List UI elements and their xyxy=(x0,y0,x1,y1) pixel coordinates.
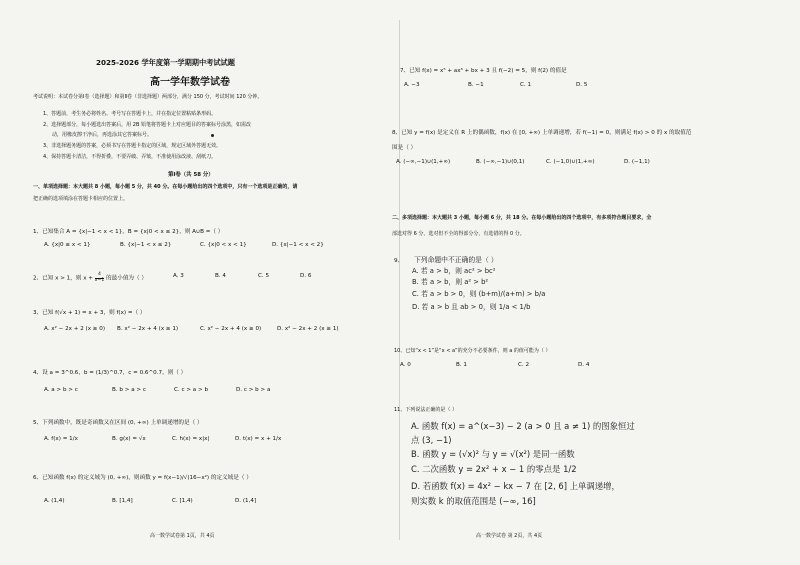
q6-option-c: C. [1,4) xyxy=(172,498,193,504)
q6-option-b: B. [1,4] xyxy=(112,498,133,504)
q11-option-a: A. 函数 f(x) = a^(x−3) − 2 (a > 0 且 a ≠ 1) 的图象恒过 xyxy=(411,421,635,431)
question-6: 6、已知函数 f(x) 的定义域为 (0, +∞)，则函数 y = f(x−1)/√(16−x²) 的定义域是（ ） xyxy=(33,475,252,481)
q7-option-d: D. 5 xyxy=(576,82,588,88)
q1-option-c: C. {x|0 < x < 1} xyxy=(200,242,247,248)
q4-option-b: B. b > a > c xyxy=(112,387,146,393)
section2-heading: 二、多项选择题：本大题共 3 小题，每小题 6 分，共 18 分。在每小题给出的四个选项中，有多项符合题目要求，全 xyxy=(392,215,652,221)
ink-dot xyxy=(211,134,214,137)
note-2: 2、选择题部分，每小题选出答案后，用 2B 铅笔将答题卡上对应题目的答案标号涂黑，如需改 xyxy=(43,122,251,128)
q3-option-c: C. x² − 2x + 4 (x ≥ 0) xyxy=(200,326,262,332)
note-3: 3、非选择题务题的答案，必须书写在答题卡指定的区域，规定区域外答题无效。 xyxy=(43,143,222,149)
q2-stem-b: 的最小值为（ ） xyxy=(106,275,147,282)
q7-option-a: A. −3 xyxy=(404,82,420,88)
question-10: 10、已知“x < 1”是“x < a”的充分不必要条件，则 a 的值可能为（ ） xyxy=(394,348,551,354)
q2-stem-a: 2、已知 x > 1，则 x + xyxy=(33,275,93,282)
q10-option-b: B. 1 xyxy=(456,362,467,368)
note-1: 1、答题前，考生务必将姓名、考号写在答题卡上，并在指定位置粘贴条形码。 xyxy=(43,111,217,117)
q9-option-d: D. 若 a > b 且 ab > 0，则 1/a < 1/b xyxy=(412,303,531,311)
q5-option-d: D. t(x) = x + 1/x xyxy=(235,436,282,442)
q1-option-d: D. {x|−1 < x < 2} xyxy=(272,242,324,248)
notes-intro: 考试说明：本试卷分第Ⅰ卷（选择题）和第Ⅱ卷（非选择题）两部分，满分 150 分，考试时间 120 分钟。 xyxy=(33,94,263,100)
q7-option-b: B. −1 xyxy=(468,82,484,88)
page-1-footer: 高一数学试卷第 1页，共 4页 xyxy=(150,533,215,539)
q11-option-a-cont: 点 (3, −1) xyxy=(411,435,452,445)
page-2-footer: 高一数学试卷 第 2页，共 4页 xyxy=(476,533,543,539)
q2-option-d: D. 6 xyxy=(300,273,312,279)
question-11: 11、下列说法正确的是（ ） xyxy=(394,407,457,413)
q10-option-c: C. 2 xyxy=(518,362,530,368)
q2-option-a: A. 3 xyxy=(173,273,184,279)
q2-fraction-denominator: x−1 xyxy=(94,277,105,283)
q5-option-c: C. h(x) = x|x| xyxy=(172,436,210,442)
q2-option-c: C. 5 xyxy=(258,273,270,279)
question-4: 4、设 a = 3^0.6，b = (1/3)^0.7，c = 0.6^0.7，则（ ） xyxy=(33,370,187,376)
q8-option-b: B. (−∞,−1)∪(0,1) xyxy=(476,159,525,165)
q2-fraction xyxy=(95,273,105,283)
q6-option-a: A. (1,4) xyxy=(44,498,65,504)
question-7: 7、已知 f(x) = x⁵ + ax³ + bx + 3 且 f(−2) = 5，则 f(2) 的值是 xyxy=(400,68,567,74)
section1-heading-cont: 把正确的选项填涂在答题卡相应的位置上。 xyxy=(33,196,129,202)
q11-option-c: C. 二次函数 y = 2x² + x − 1 的零点是 1/2 xyxy=(411,464,577,474)
q8-option-a: A. (−∞,−1)∪(1,+∞) xyxy=(396,159,451,165)
note-4: 4、保持答题卡清洁，不得折叠，不要弄破、弄皱，不准使用涂改液、刮纸刀。 xyxy=(43,154,217,160)
section2-heading-cont: 部选对得 6 分，选对但不全的得部分分，有选错的得 0 分。 xyxy=(392,231,525,237)
page-2 xyxy=(392,0,800,565)
q9-number: 9、 xyxy=(394,258,404,264)
q9-option-b: B. 若 a > b，则 a² > b² xyxy=(412,278,489,286)
q11-option-d: D. 若函数 f(x) = 4x² − kx − 7 在 [2, 6] 上单调递增， xyxy=(411,481,620,491)
section1-heading: 一、单项选择题：本大题共 8 小题，每小题 5 分，共 40 分。在每小题给出的四个选项中，只有一个选项是正确的，请 xyxy=(33,184,298,190)
q11-option-d-cont: 则实数 k 的取值范围是 (−∞, 16] xyxy=(411,496,536,506)
note-2-cont: 动，用橡皮擦干净后，再选涂其它答案标号。 xyxy=(52,132,153,138)
q3-option-a: A. x² − 2x + 2 (x ≥ 0) xyxy=(44,326,106,332)
q6-option-d: D. (1,4] xyxy=(235,498,257,504)
q2-option-b: B. 4 xyxy=(215,273,226,279)
question-5: 5、下列函数中，既是奇函数又在区间 (0, +∞) 上单调递增的是（ ） xyxy=(33,420,203,426)
question-8-cont: 围是（ ） xyxy=(392,145,417,151)
q1-option-a: A. {x|0 ≤ x < 1} xyxy=(44,242,91,248)
q7-option-c: C. 1 xyxy=(520,82,532,88)
q3-option-d: D. x² − 2x + 2 (x ≥ 1) xyxy=(277,326,339,332)
question-2 xyxy=(33,273,147,283)
exam-title: 2025-2026 学年度第一学期期中考试试题 xyxy=(96,58,235,67)
q2-fraction-numerator: 4 xyxy=(95,273,105,279)
q5-option-b: B. g(x) = √x xyxy=(112,436,146,442)
q5-option-a: A. f(x) = 1/x xyxy=(44,436,78,442)
question-1: 1、已知集合 A = {x|−1 < x < 1}，B = {x|0 < x ≤ 2}，则 A∪B =（ ） xyxy=(33,229,224,235)
q8-option-d: D. (−1,1) xyxy=(624,159,650,165)
q4-option-a: A. a > b > c xyxy=(44,387,78,393)
q4-option-d: D. c > b > a xyxy=(236,387,271,393)
q1-option-b: B. {x|−1 < x ≤ 2} xyxy=(120,242,172,248)
q3-option-b: B. x² − 2x + 4 (x ≥ 1) xyxy=(117,326,179,332)
q9-option-c: C. 若 a > b > 0，则 (b+m)/(a+m) > b/a xyxy=(412,290,546,298)
q10-option-d: D. 4 xyxy=(578,362,590,368)
q10-option-a: A. 0 xyxy=(400,362,411,368)
q9-option-a: A. 若 a > b，则 ac² > bc² xyxy=(412,267,496,275)
part1-title: 第Ⅰ卷（共 58 分） xyxy=(168,172,214,178)
question-8: 8、已知 y = f(x) 是定义在 R 上的偶函数，f(x) 在 [0, +∞) 上单调递增，若 f(−1) = 0，则满足 f(x) > 0 的 x 的取值范 xyxy=(392,130,692,136)
q8-option-c: C. (−1,0)∪(1,+∞) xyxy=(546,159,595,165)
q11-option-b: B. 函数 y = (√x)² 与 y = √(x²) 是同一函数 xyxy=(411,449,575,459)
q4-option-c: C. c > a > b xyxy=(174,387,209,393)
question-3: 3、已知 f(√x + 1) = x + 3，则 f(x) =（ ） xyxy=(33,310,146,316)
question-9: 下列命题中不正确的是（ ） xyxy=(414,256,498,264)
subject-title: 高一学年数学试卷 xyxy=(150,77,230,88)
